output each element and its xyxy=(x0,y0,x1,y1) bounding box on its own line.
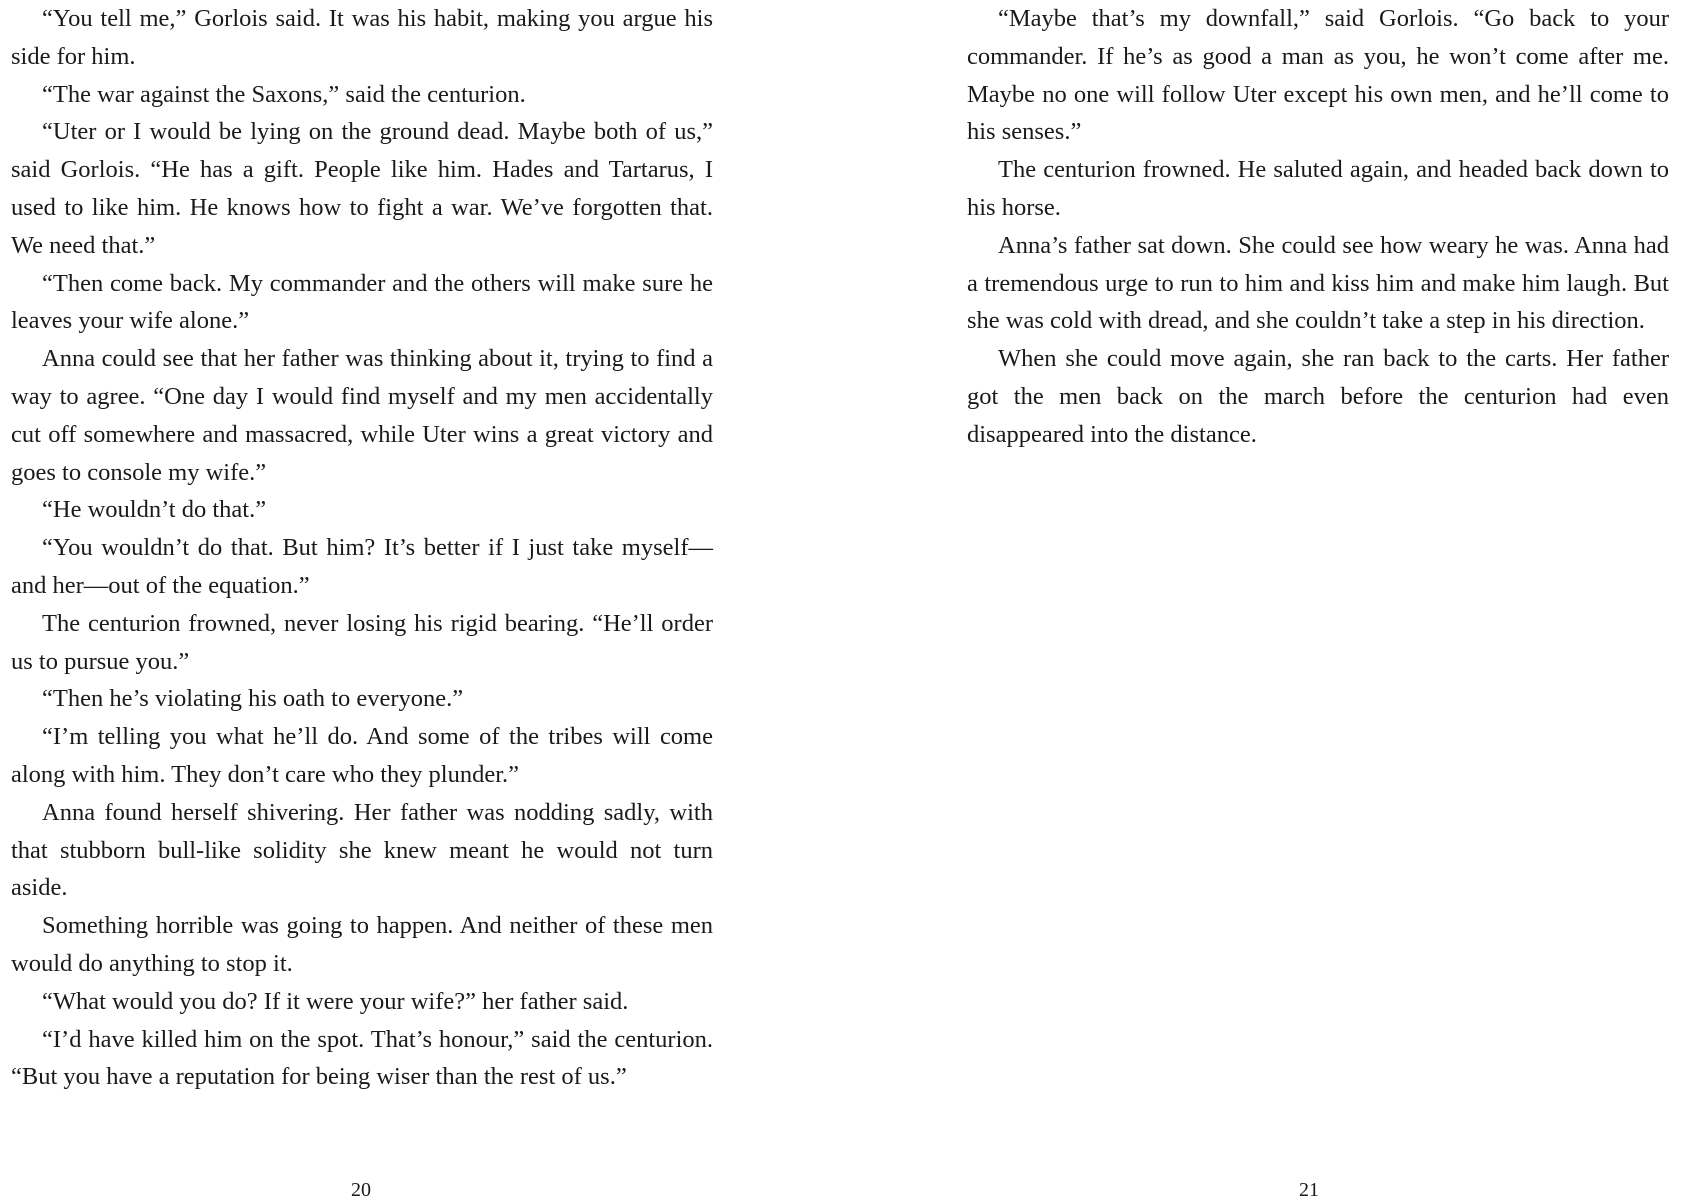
left-page-text xyxy=(11,0,713,1096)
left-page xyxy=(0,0,843,1200)
paragraph: “I’d have killed him on the spot. That’s honour,” said the centurion. “But you have a reputation for being wiser than the rest of us.” xyxy=(11,1025,713,1091)
right-page-text xyxy=(967,0,1669,454)
paragraph: “You wouldn’t do that. But him? It’s better if I just take myself—and her—out of the equation.” xyxy=(11,534,713,599)
paragraph: “Then come back. My commander and the others will make sure he leaves your wife alone.” xyxy=(11,269,713,335)
paragraph: Anna’s father sat down. She could see how weary he was. Anna had a tremendous urge to run to him and kiss him and make him laugh. But she was cold with dread, and she couldn’t take a step in his direction. xyxy=(967,231,1669,335)
paragraph: “The war against the Saxons,” said the centurion. xyxy=(42,80,526,108)
paragraph: The centurion frowned, never losing his rigid bearing. “He’ll order us to pursue you.” xyxy=(11,609,713,675)
paragraph: “What would you do? If it were your wife?” her father said. xyxy=(42,987,629,1015)
paragraph: The centurion frowned. He saluted again, and headed back down to his horse. xyxy=(967,156,1669,221)
paragraph: “Uter or I would be lying on the ground dead. Maybe both of us,” said Gorlois. “He has a gift. People like him. Hades and Tartarus, I used to like him. He knows how to fight a war. We’ve forgotten that. We need that.” xyxy=(11,118,713,259)
paragraph: “Maybe that’s my downfall,” said Gorlois. “Go back to your commander. If he’s as good a man as you, he won’t come after me. Maybe no one will follow Uter except his own men, and he’ll come to his senses.” xyxy=(967,5,1669,146)
paragraph: Anna could see that her father was thinking about it, trying to find a way to agree. “One day I would find myself and my men accidentally cut off somewhere and massacred, while Uter wins a great victory and goes to console my wife.” xyxy=(11,345,713,486)
page-number: 21 xyxy=(1299,1179,1319,1201)
page-number: 20 xyxy=(351,1179,371,1201)
paragraph: “He wouldn’t do that.” xyxy=(42,496,267,524)
right-page xyxy=(843,0,1686,1200)
paragraph: “Then he’s violating his oath to everyone.” xyxy=(42,685,464,713)
paragraph: Anna found herself shivering. Her father was nodding sadly, with that stubborn bull-like solidity she knew meant he would not turn aside. xyxy=(11,798,713,902)
paragraph: When she could move again, she ran back to the carts. Her father got the men back on the march before the centurion had even disappeared into the distance. xyxy=(967,345,1669,448)
paragraph: Something horrible was going to happen. And neither of these men would do anything to stop it. xyxy=(11,912,713,977)
paragraph: “I’m telling you what he’ll do. And some of the tribes will come along with him. They don’t care who they plunder.” xyxy=(11,723,713,788)
paragraph: “You tell me,” Gorlois said. It was his habit, making you argue his side for him. xyxy=(11,5,713,70)
